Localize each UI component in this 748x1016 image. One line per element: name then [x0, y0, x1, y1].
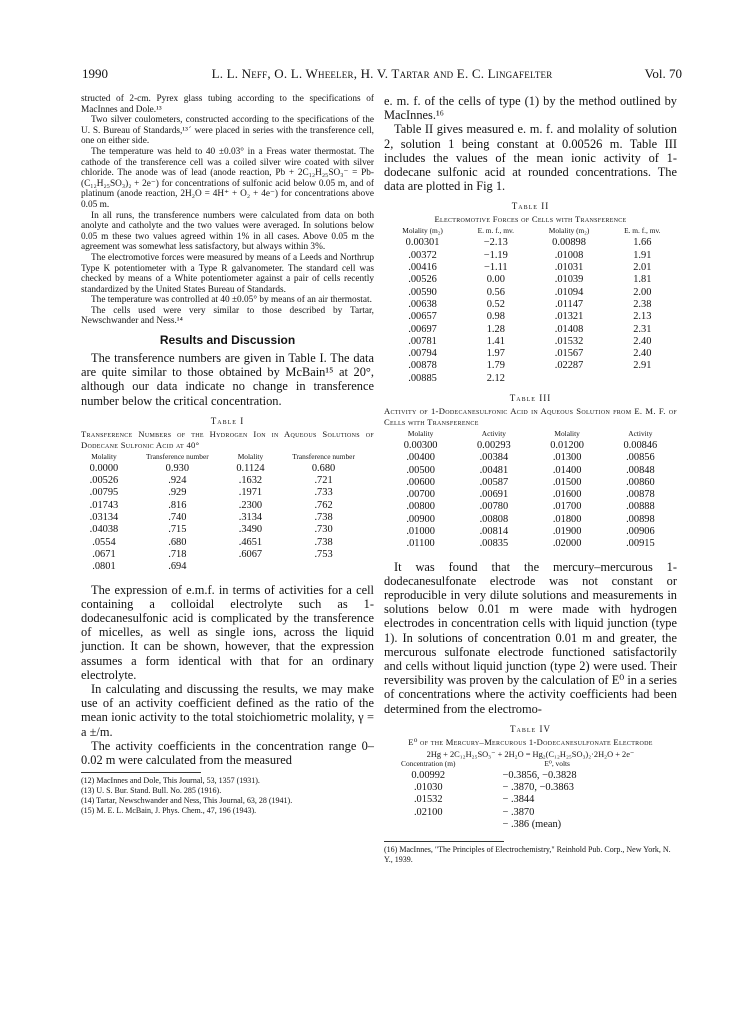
paragraph: The temperature was controlled at 40 ±0.05° by means of an air thermostat. — [91, 295, 372, 306]
table-row — [81, 549, 374, 561]
table-cell: .01800 — [552, 513, 582, 525]
table-cell: .00906 — [626, 526, 655, 538]
table-cell: .0671 — [92, 548, 116, 560]
table-1-title: Transference Numbers of the Hydrogen Ion in Aqueous Solutions of Dodecane Sulfonic Acid at 40° — [81, 428, 374, 450]
table-cell: 0.01200 — [550, 439, 585, 451]
table-cell: 1.91 — [633, 249, 652, 261]
table-cell: .00781 — [408, 335, 437, 347]
table-row — [81, 512, 374, 524]
running-header — [82, 66, 682, 84]
table-cell: 1.66 — [633, 237, 652, 249]
table-cell: .00526 — [408, 274, 437, 286]
column-header: Transference number — [292, 451, 355, 461]
table-cell: .00657 — [408, 311, 437, 323]
table-1 — [81, 453, 374, 574]
table-cell: .762 — [314, 499, 333, 511]
table-row — [384, 311, 677, 323]
table-cell: .00848 — [626, 464, 655, 476]
table-cell: .01030 — [413, 782, 443, 794]
table-cell: − .3870 — [502, 806, 535, 818]
table-cell — [228, 561, 273, 573]
paragraph: In calculating and discussing the results, we may make use of an activity coefficient defined as the ratio of the mean ionic activity to the total stoichiometric molality, γ = a ±/m. — [81, 681, 374, 739]
table-3-title: Activity of 1-Dodecanesulfonic Acid in Aqueous Solution from E. M. F. of Cells with Transference — [384, 405, 677, 427]
table-cell: .00915 — [626, 538, 655, 550]
column-header: E. m. f., mv. — [624, 226, 661, 236]
table-cell: 2.00 — [633, 286, 652, 298]
table-cell — [384, 819, 472, 831]
table-cell: .816 — [168, 499, 187, 511]
table-cell: .721 — [314, 475, 333, 487]
table-cell: .00808 — [479, 513, 509, 525]
table-cell: 2.40 — [633, 335, 652, 347]
paragraph: The transference numbers are given in Table I. The data are quite similar to those obtained by McBain¹⁵ at 20°, although our data indicate no change in transference number below the critical concentration. — [81, 351, 374, 408]
column-header: Molality (m₂) — [548, 226, 590, 236]
paragraph: In all runs, the transference numbers were calculated from data on both anolyte and catholyte and the two values were averaged. In solutions below 0.05 m these two values agreed within 1% in all cases. Above 0.05 m the agreement was somewhat less satisfactory, but always within 3%. — [81, 210, 374, 253]
electrode-reaction: 2Hg + 2C₁₂H₂₅SO₃⁻ + 2H₂O = Hg₂(C₁₂H₂₅SO₃)₂·2H₂O + 2e⁻ — [426, 749, 635, 759]
right-column — [384, 94, 677, 865]
table-row — [384, 465, 677, 477]
table-row — [384, 477, 677, 489]
table-cell: 2.13 — [633, 311, 652, 323]
paragraph: Two silver coulometers, constructed according to the specifications of the U. S. Bureau of Standards,¹³ˊ were placed in series with the transference cell, one on either side. — [81, 115, 374, 147]
table-cell: .04038 — [89, 524, 119, 536]
column-header: E⁰, volts — [544, 758, 570, 768]
table-cell: 0.56 — [486, 286, 505, 298]
table-cell: .733 — [314, 487, 333, 499]
table-cell: .00878 — [626, 489, 655, 501]
table-cell: .01321 — [554, 311, 584, 323]
table-cell: .00400 — [406, 452, 435, 464]
table-cell: .00384 — [479, 452, 509, 464]
table-row — [81, 561, 374, 573]
column-header: Molality — [91, 451, 117, 461]
table-cell: 1.41 — [486, 335, 505, 347]
table-row — [81, 500, 374, 512]
table-row — [384, 770, 642, 782]
column-header: Activity — [628, 428, 653, 438]
table-cell: .680 — [168, 536, 187, 548]
paragraph: The temperature was held to 40 ±0.03° in a Freas water thermostat. The cathode of the transference cell was a coiled silver wire coated with silver chloride. The anode was of lead (anode reaction, Pb + 2C₁₂H₂₅SO₃⁻ = Pb-(C₁₂H₂₅SO₃)₂ + 2e⁻) for concentrations of sulfonic acid below 0.05 m, and of platinum (anode reaction, 2H₂O = 4H⁺ + O₂ + 4e⁻) for concentrations above 0.05 m. — [81, 146, 374, 210]
table-cell: .00885 — [408, 372, 437, 384]
table-cell — [530, 373, 607, 385]
table-cell: 0.930 — [165, 462, 190, 474]
table-row — [384, 514, 677, 526]
table-cell: .738 — [314, 536, 333, 548]
table-cell: .00835 — [479, 538, 509, 550]
table-row — [384, 274, 677, 286]
table-row — [384, 794, 642, 806]
table-cell: .1971 — [238, 487, 263, 499]
table-cell: 1.97 — [486, 348, 505, 360]
table-3-caption: Table III — [509, 392, 552, 403]
column-header: Concentration (m) — [401, 758, 456, 768]
table-cell: 0.00898 — [552, 237, 586, 249]
paragraph: The cells used were very similar to those described by Tartar, Newschwander and Ness.¹⁴ — [81, 305, 374, 327]
table-row — [384, 262, 677, 274]
table-cell: 0.0000 — [89, 462, 119, 474]
table-row — [384, 452, 677, 464]
left-column — [81, 94, 374, 815]
table-cell: .03134 — [89, 512, 119, 524]
table-cell: .01600 — [552, 489, 582, 501]
table-cell: − .3870, −0.3863 — [502, 782, 574, 794]
table-cell: −2.13 — [483, 237, 508, 249]
table-cell: .0801 — [92, 561, 116, 573]
table-cell: −1.11 — [483, 262, 508, 274]
table-cell: .738 — [314, 512, 333, 524]
table-cell: .01008 — [554, 249, 584, 261]
table-cell: .02000 — [552, 538, 582, 550]
footnote-rule — [384, 841, 504, 842]
table-row — [384, 299, 677, 311]
table-cell: .730 — [314, 524, 333, 536]
table-cell: 1.81 — [633, 274, 652, 286]
table-cell: 0.680 — [311, 462, 336, 474]
table-cell: .00794 — [408, 348, 437, 360]
table-cell: .02100 — [413, 806, 443, 818]
table-cell: 0.00300 — [403, 439, 438, 451]
footnote: (14) Tartar, Newschwander and Ness, This Journal, 63, 28 (1941). — [81, 795, 293, 805]
table-cell: 1.79 — [486, 360, 505, 372]
table-cell: .694 — [168, 561, 187, 573]
table-cell: 0.1124 — [236, 462, 265, 474]
table-cell: 0.00846 — [623, 439, 658, 451]
table-3 — [384, 430, 677, 551]
footnote: (12) MacInnes and Dole, This Journal, 53, 1357 (1931). — [81, 776, 260, 786]
table-cell: .718 — [168, 548, 187, 560]
table-2 — [384, 227, 677, 385]
table-row — [384, 348, 677, 360]
table-cell: .00481 — [479, 464, 509, 476]
table-cell: .01094 — [554, 286, 584, 298]
table-cell: .740 — [168, 512, 187, 524]
table-cell: .01100 — [406, 538, 435, 550]
table-row — [81, 487, 374, 499]
table-cell: .00500 — [406, 464, 435, 476]
footnote: (13) U. S. Bur. Stand. Bull. No. 285 (1916). — [81, 785, 222, 795]
table-row — [384, 501, 677, 513]
table-cell: .01031 — [554, 262, 584, 274]
table-cell: 2.40 — [633, 348, 652, 360]
table-cell: 0.52 — [486, 298, 505, 310]
paragraph: The electromotive forces were measured by means of a Leeds and Northrup Type K potentiometer with a Type R galvanometer. The standard cell was checked by means of a White potentiometer against a pair of cells recently standardized by the United States Bureau of Standards. — [81, 252, 374, 295]
paragraph: The activity coefficients in the concentration range 0–0.02 m were calculated from the measured — [81, 738, 374, 767]
table-4-caption: Table IV — [510, 723, 551, 734]
table-cell: .02287 — [554, 360, 584, 372]
table-cell: .00697 — [408, 323, 437, 335]
table-cell: −0.3856, −0.3828 — [502, 769, 577, 781]
table-row — [81, 537, 374, 549]
table-cell: .3490 — [238, 524, 263, 536]
table-row — [384, 237, 677, 249]
table-row — [384, 807, 642, 819]
table-cell: 2.31 — [633, 323, 652, 335]
table-cell: − .386 (mean) — [502, 819, 562, 831]
table-cell: .3134 — [238, 512, 263, 524]
column-header: Molality — [554, 428, 580, 438]
table-row — [384, 336, 677, 348]
column-header: Molality — [407, 428, 434, 438]
table-row — [384, 526, 677, 538]
table-cell: 2.01 — [633, 262, 652, 274]
table-4-title: E⁰ of the Mercury–Mercurous 1-Dodecanesulfonate Electrode — [408, 736, 653, 747]
table-cell: .01900 — [552, 526, 582, 538]
table-cell: .00780 — [479, 501, 509, 513]
table-cell: .00526 — [89, 475, 119, 487]
table-cell: .00372 — [408, 249, 437, 261]
table-row — [384, 489, 677, 501]
column-header: E. m. f., mv. — [477, 226, 515, 236]
table-cell: .924 — [168, 475, 187, 487]
table-cell: 2.91 — [633, 360, 652, 372]
paragraph: e. m. f. of the cells of type (1) by the method outlined by MacInnes.¹⁶ — [384, 94, 677, 123]
table-cell: .00856 — [626, 452, 655, 464]
table-cell: .01300 — [552, 452, 582, 464]
table-cell: .00590 — [408, 286, 437, 298]
column-header: Molality (m₂) — [402, 226, 443, 236]
table-cell: 0.00301 — [405, 237, 440, 249]
column-header: Molality — [237, 451, 264, 461]
table-row — [81, 463, 374, 475]
table-cell: .2300 — [238, 499, 263, 511]
table-cell: .01000 — [406, 526, 435, 538]
section-heading: Results and Discussion — [159, 333, 296, 348]
table-cell: .00898 — [626, 513, 655, 525]
table-row — [384, 324, 677, 336]
table-cell: .00860 — [626, 476, 655, 488]
table-cell: .929 — [168, 487, 187, 499]
table-cell: 1.28 — [486, 323, 505, 335]
table-row — [384, 287, 677, 299]
table-cell: .01500 — [552, 476, 582, 488]
table-cell: 0.00293 — [476, 439, 511, 451]
table-cell: .01700 — [552, 501, 582, 513]
table-cell: .01147 — [554, 298, 584, 310]
footnote: (15) M. E. L. McBain, J. Phys. Chem., 47, 196 (1943). — [81, 805, 257, 815]
table-row — [384, 250, 677, 262]
table-cell: .00900 — [406, 513, 435, 525]
table-cell: .715 — [168, 524, 187, 536]
volume-label: Vol. 70 — [644, 66, 682, 81]
table-row — [384, 538, 677, 550]
table-row — [384, 373, 677, 385]
table-cell: .00638 — [408, 298, 437, 310]
table-4 — [384, 760, 642, 831]
table-cell: − .3844 — [502, 794, 535, 806]
table-cell: .01408 — [554, 323, 584, 335]
table-cell — [608, 373, 677, 385]
table-cell: .6067 — [238, 548, 263, 560]
table-cell: .00691 — [479, 489, 509, 501]
table-cell: .01400 — [552, 464, 582, 476]
table-cell: .0554 — [92, 536, 116, 548]
footnote-rule — [81, 772, 201, 773]
paragraph: The expression of e.m.f. in terms of activities for a cell containing a colloidal electrolyte such as 1-dodecanesulfonic acid is complicated by the transference of micelles, as well as single ions, across the liquid junction. It can be shown, however, that the expression assumes a form identical with that for an ordinary electrolyte. — [81, 582, 374, 682]
table-cell: .00700 — [406, 489, 435, 501]
table-cell: .4651 — [238, 536, 263, 548]
table-cell: .01039 — [554, 274, 584, 286]
table-row — [384, 819, 642, 831]
table-2-caption: Table II — [511, 201, 550, 212]
table-row — [384, 782, 642, 794]
table-cell: .00587 — [479, 476, 509, 488]
paragraph: It was found that the mercury–mercurous 1-dodecanesulfonate electrode was not constant or reproducible in very dilute solutions and measurements in solutions below 0.01 m were made with hydrogen electrodes in concentration cells with liquid junction (type 1). In solutions of concentration 0.01 m and greater, the mercurous sulfonate electrode functioned satisfactorily and cells without liquid junction (type 2) were used. Their reversibility was proven by the calculation of E⁰ in a series of concentrations where the activity coefficients had been determined from the electromo- — [384, 559, 677, 716]
table-1-caption: Table I — [210, 415, 245, 426]
table-cell: .00800 — [406, 501, 435, 513]
paragraph: Table II gives measured e. m. f. and molality of solution 2, solution 1 being constant at 0.00526 m. Table III includes the values of the mean ionic activity of 1-dodecane sulfonic acid at rounded concentrations. The data are plotted in Fig 1. — [384, 122, 677, 194]
table-row — [384, 360, 677, 372]
table-row — [384, 440, 677, 452]
table-cell — [273, 561, 374, 573]
table-cell: .00416 — [408, 262, 437, 274]
table-cell: −1.19 — [483, 249, 508, 261]
table-cell: 2.12 — [486, 372, 505, 384]
table-cell: .00600 — [406, 476, 435, 488]
page-number: 1990 — [82, 66, 108, 81]
table-row — [81, 475, 374, 487]
table-cell: .00795 — [89, 487, 119, 499]
table-cell: .1632 — [238, 475, 263, 487]
table-cell: 0.98 — [486, 311, 505, 323]
table-cell: 0.00 — [486, 274, 505, 286]
table-cell: .00878 — [408, 360, 437, 372]
paragraph: structed of 2-cm. Pyrex glass tubing according to the specifications of MacInnes and Dole.¹³ — [81, 94, 374, 115]
table-cell: .01743 — [89, 499, 119, 511]
table-cell: .00888 — [626, 501, 655, 513]
table-row — [81, 524, 374, 536]
table-cell: .00814 — [479, 526, 509, 538]
table-cell: 2.38 — [633, 298, 652, 310]
table-cell: 0.00992 — [411, 769, 446, 781]
table-cell: .01532 — [554, 335, 584, 347]
table-cell: .01567 — [554, 348, 584, 360]
table-cell: .753 — [314, 548, 333, 560]
table-cell: .01532 — [413, 794, 443, 806]
author-line: L. L. Neff, O. L. Wheeler, H. V. Tartar and E. C. Lingafelter — [211, 66, 553, 81]
footnote: (16) MacInnes, "The Principles of Electrochemistry," Reinhold Pub. Corp., New York, N. Y., 1939. — [384, 845, 671, 865]
table-2-title: Electromotive Forces of Cells with Transference — [434, 214, 627, 225]
column-header: Transference number — [145, 451, 209, 461]
column-header: Activity — [481, 428, 506, 438]
